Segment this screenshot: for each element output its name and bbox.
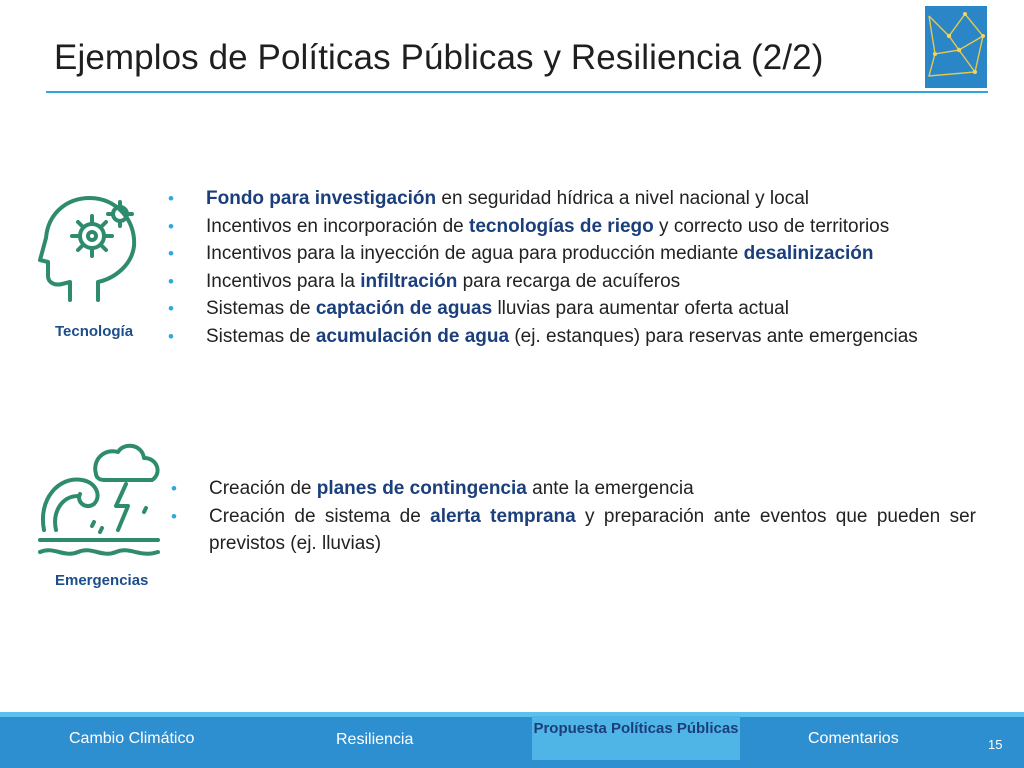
bullet-text: Sistemas de <box>206 325 316 347</box>
head-gears-icon <box>36 190 156 315</box>
bullet-text: para recarga de acuíferos <box>457 270 681 292</box>
section-label-tecnologia: Tecnología <box>55 323 134 340</box>
title-underline <box>46 91 988 93</box>
highlighted-text: tecnologías de riego <box>469 215 654 237</box>
bullet-text: ante la emergencia <box>526 478 694 499</box>
bullet-dot: • <box>168 244 174 263</box>
network-logo-icon <box>925 6 987 88</box>
highlighted-text: Fondo para investigación <box>206 188 437 209</box>
bullet-dot: • <box>171 479 177 498</box>
network-logo <box>925 6 987 88</box>
bullet-text: Creación de <box>209 478 317 499</box>
highlighted-text: planes de contingencia <box>316 478 527 499</box>
highlighted-text: infiltración <box>360 270 458 292</box>
highlighted-text: desalinización <box>743 243 874 264</box>
bullet-dot: • <box>171 506 177 526</box>
bullet-text: Incentivos para la inyección de agua para producción mediante <box>206 243 744 264</box>
nav-propuesta-politicas-publicas[interactable]: Propuesta Políticas Públicas <box>532 716 740 760</box>
section-label-emergencias: Emergencias <box>55 572 149 589</box>
bullet-dot: • <box>168 271 174 291</box>
bullet-text: Incentivos para la <box>206 270 361 292</box>
storm-wave-icon <box>34 440 164 575</box>
bullet-item <box>168 240 976 268</box>
bullet-item <box>171 503 976 558</box>
bullet-text: y correcto uso de territorios <box>653 215 890 237</box>
bullet-item <box>168 323 976 351</box>
emergencias-bullet-list <box>171 475 976 558</box>
bullet-text: y preparación ante eventos que pueden ser previstos (ej. lluvias) <box>209 505 976 554</box>
nav-cambio-climatico[interactable]: Cambio Climático <box>69 730 195 747</box>
nav-resiliencia[interactable]: Resiliencia <box>336 731 414 748</box>
bullet-dot: • <box>168 299 174 318</box>
highlighted-text: acumulación de agua <box>315 325 510 347</box>
nav-comentarios[interactable]: Comentarios <box>808 730 899 747</box>
bullet-text: lluvias para aumentar oferta actual <box>492 298 789 319</box>
bullet-text: Creación de sistema de <box>209 505 431 527</box>
highlighted-text: captación de aguas <box>315 298 493 319</box>
bullet-text: Sistemas de <box>206 298 316 319</box>
bullet-item <box>168 268 976 296</box>
bullet-dot: • <box>168 216 174 236</box>
slide-title: Ejemplos de Políticas Públicas y Resiliencia (2/2) <box>54 38 824 77</box>
bullet-item <box>168 213 976 241</box>
bullet-dot: • <box>168 189 174 208</box>
tecnologia-bullet-list <box>168 185 976 350</box>
page-number: 15 <box>988 737 1003 752</box>
bullet-text: Incentivos en incorporación de <box>206 215 469 237</box>
highlighted-text: alerta temprana <box>430 505 576 527</box>
bullet-item <box>168 185 976 213</box>
bullet-dot: • <box>168 326 174 346</box>
bullet-text: (ej. estanques) para reservas ante emergencias <box>509 325 918 347</box>
bullet-text: en seguridad hídrica a nivel nacional y local <box>436 188 809 209</box>
bullet-item <box>171 475 976 503</box>
bullet-item <box>168 295 976 323</box>
footer-top-stripe <box>0 712 1024 717</box>
